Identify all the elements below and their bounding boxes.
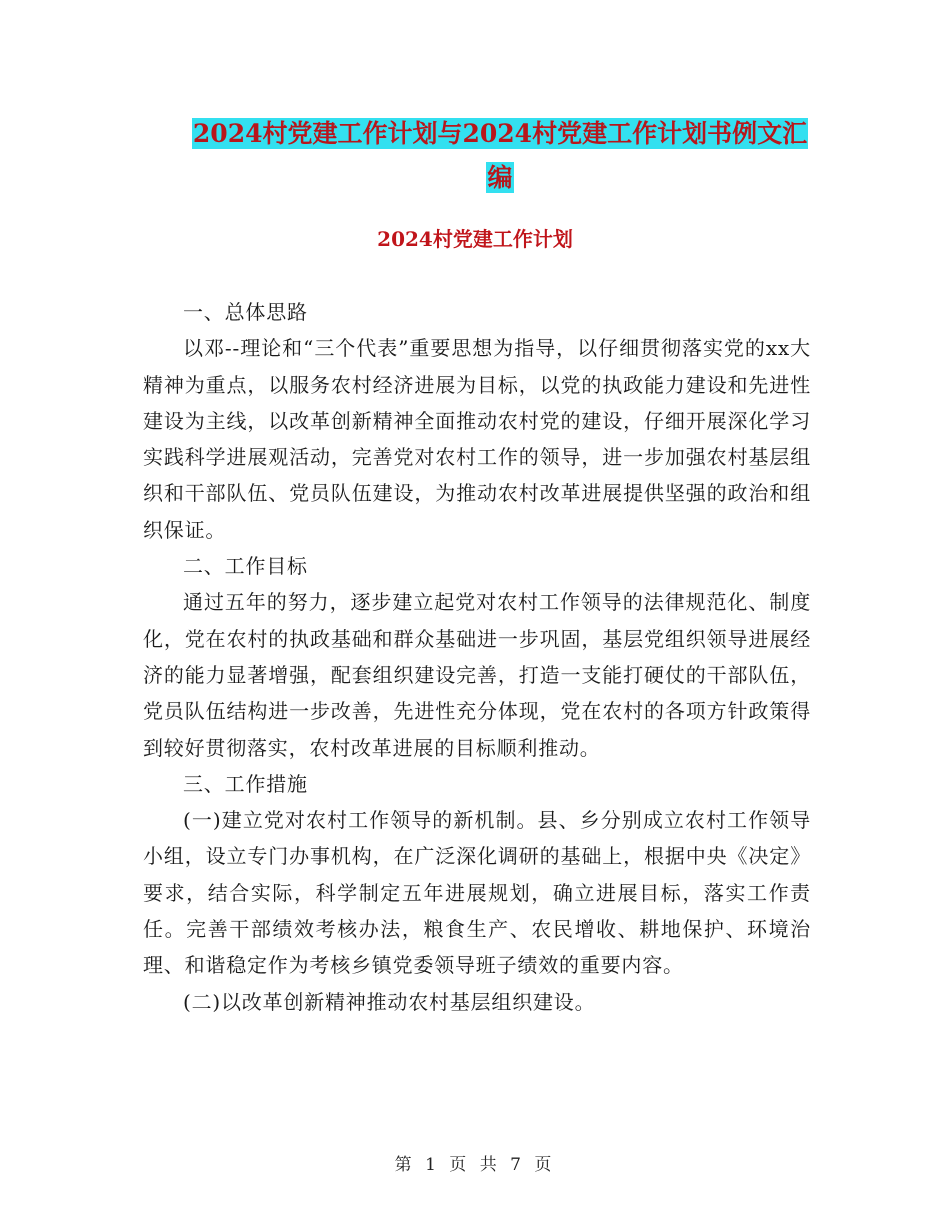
heading-overall-approach: 一、总体思路 [183,300,308,324]
page-footer: 第 1 页 共 7 页 [394,1155,556,1175]
paragraph-overall-approach: 以邓--理论和“三个代表”重要思想为指导，以仔细贯彻落实党的xx大精神为重点，以服务农村经济进展为目标，以党的执政能力建设和先进性建设为主线，以改革创新精神全面推动农村党的建设，仔细开展深化学习实践科学进展观活动，完善党对农村工作的领导，进一步加强农村基层组织和干部队伍、党员队伍建设，为推动农村改革进展提供坚强的政治和组织保证。 [143,336,811,542]
paragraph-work-goals: 通过五年的努力，逐步建立起党对农村工作领导的法律规范化、制度化，党在农村的执政基础和群众基础进一步巩固，基层党组织领导进展经济的能力显著增强，配套组织建设完善，打造一支能打硬仗的干部队伍，党员队伍结构进一步改善，先进性充分体现，党在农村的各项方针政策得到较好贯彻落实，农村改革进展的目标顺利推动。 [143,590,811,760]
document-body [143,294,811,1020]
heading-work-measures: 三、工作措施 [183,771,308,796]
paragraph-measure-2: (二)以改革创新精神推动农村基层组织建设。 [183,989,596,1014]
paragraph-measure-1: (一)建立党对农村工作领导的新机制。县、乡分别成立农村工作领导小组，设立专门办事机构，在广泛深化调研的基础上，根据中央《决定》要求，结合实际，科学制定五年进展规划，确立进展目标，落实工作责任。完善干部绩效考核办法，粮食生产、农民增收、耕地保护、环境治理、和谐稳定作为考核乡镇党委领导班子绩效的重要内容。 [143,808,811,978]
document-title [140,112,860,200]
document-title-line-1: 2024村党建工作计划与2024村党建工作计划书例文汇 [192,119,808,148]
document-title-line-2: 编 [487,163,513,192]
section-title: 2024村党建工作计划 [377,227,573,251]
heading-work-goals: 二、工作目标 [183,554,308,579]
